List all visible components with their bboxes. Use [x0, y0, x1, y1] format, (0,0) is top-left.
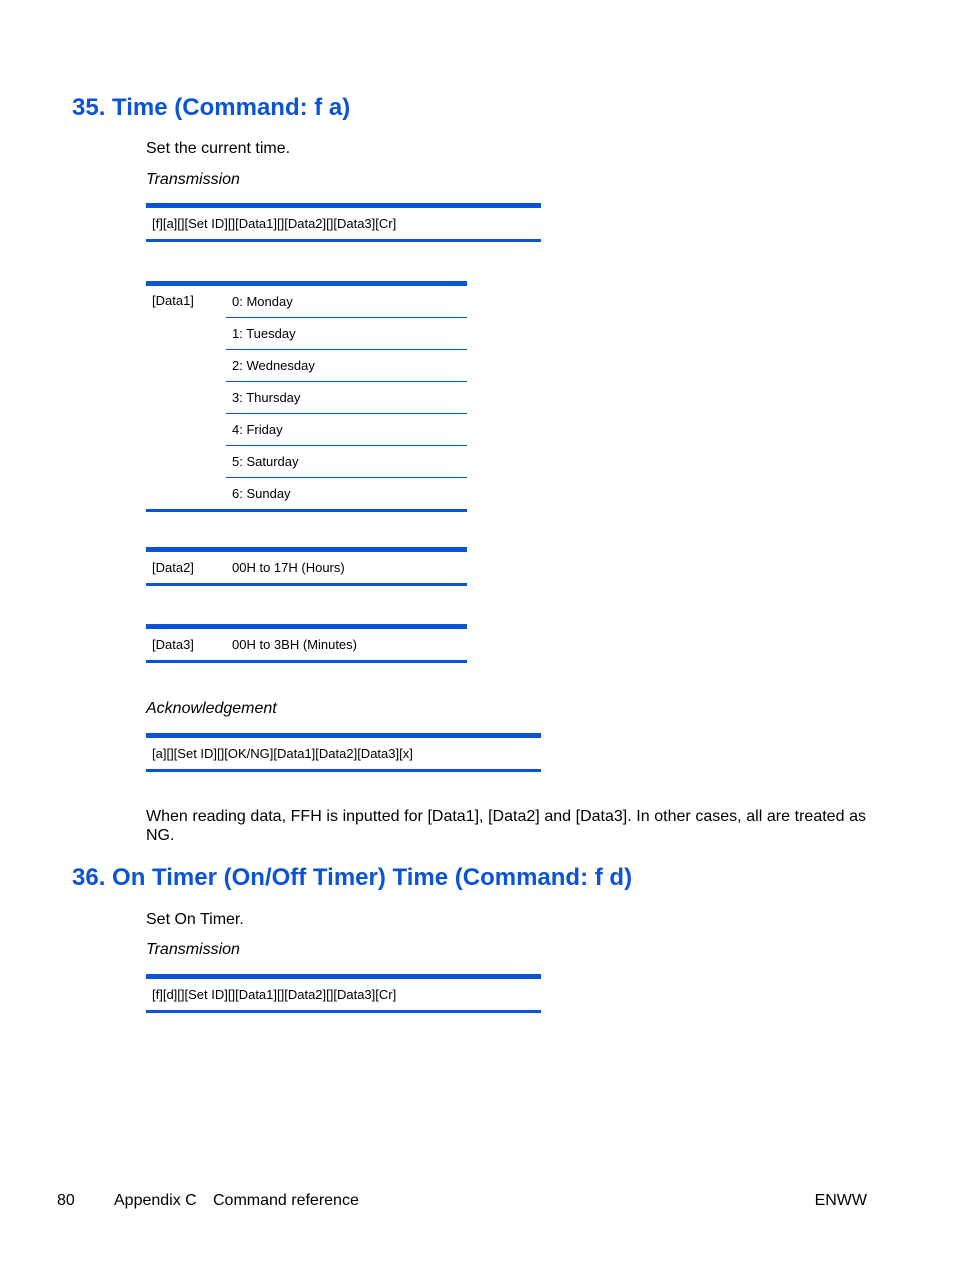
- data3-table: [146, 624, 467, 663]
- data1-value-5: 5: Saturday: [226, 446, 467, 478]
- data1-value-1: 1: Tuesday: [226, 318, 467, 350]
- data1-value-3: 3: Thursday: [226, 382, 467, 414]
- data2-table: [146, 547, 467, 586]
- footer-page-number: 80: [57, 1192, 75, 1209]
- footer-doc-code: ENWW: [814, 1192, 867, 1209]
- section-35-note: When reading data, FFH is inputted for [Data1], [Data2] and [Data3]. In other cases, all are treated as NG.: [146, 808, 866, 844]
- data3-value: 00H to 3BH (Minutes): [232, 637, 357, 652]
- data1-value-6: 6: Sunday: [232, 486, 291, 501]
- section-36-description: Set On Timer.: [146, 911, 244, 928]
- section-35-transmission-label: Transmission: [146, 171, 240, 188]
- footer-chapter: Appendix C: [114, 1192, 197, 1209]
- section-35-acknowledgement-command: [a][][Set ID][][OK/NG][Data1][Data2][Data3][x]: [146, 733, 541, 772]
- section-36-transmission-label: Transmission: [146, 941, 240, 958]
- section-35-heading: 35. Time (Command: f a): [72, 94, 351, 121]
- data2-value: 00H to 17H (Hours): [232, 560, 345, 575]
- section-35-description: Set the current time.: [146, 140, 291, 157]
- section-36-transmission-command: [f][d][][Set ID][][Data1][][Data2][][Data3][Cr]: [146, 974, 541, 1013]
- data1-key: [Data1]: [152, 293, 194, 308]
- data1-value-0: 0: Monday: [226, 284, 467, 318]
- section-35-acknowledgement-label: Acknowledgement: [146, 700, 277, 717]
- data1-value-2: 2: Wednesday: [226, 350, 467, 382]
- data2-key: [Data2]: [152, 560, 194, 575]
- section-35-transmission-command: [f][a][][Set ID][][Data1][][Data2][][Data3][Cr]: [146, 203, 541, 242]
- data1-value-4: 4: Friday: [226, 414, 467, 446]
- data3-key: [Data3]: [152, 637, 194, 652]
- footer-chapter-title: Command reference: [213, 1192, 359, 1209]
- section-36-heading: 36. On Timer (On/Off Timer) Time (Command: f d): [72, 864, 633, 891]
- data1-table: [146, 281, 467, 512]
